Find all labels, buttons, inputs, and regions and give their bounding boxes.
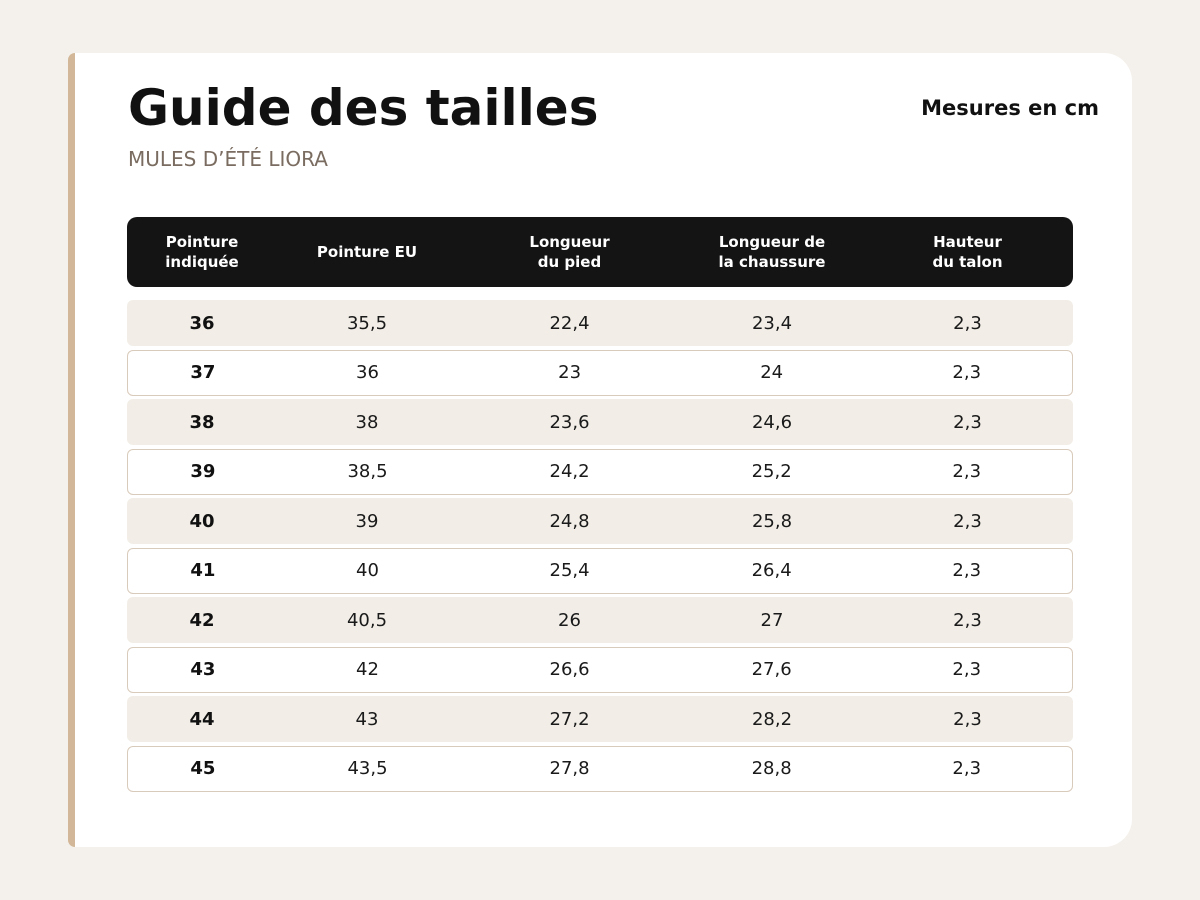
- cell-eu-size: 36: [356, 362, 379, 383]
- cell-eu-size: 43: [355, 708, 379, 730]
- size-table: [127, 217, 1073, 795]
- cell-heel-height: 2,3: [952, 560, 982, 581]
- cell-foot-length: 22,4: [549, 312, 590, 334]
- table-row: [127, 647, 1073, 693]
- cell-labeled-size: 42: [189, 609, 215, 631]
- cell-foot-length: 23,6: [549, 411, 590, 433]
- cell-heel-height: 2,3: [953, 312, 982, 334]
- cell-heel-height: 2,3: [952, 758, 982, 779]
- cell-foot-length: 26,6: [549, 659, 590, 680]
- cell-eu-size: 39: [355, 510, 379, 532]
- table-row: [127, 498, 1073, 544]
- cell-foot-length: 26: [558, 609, 581, 631]
- table-row: [127, 696, 1073, 742]
- cell-heel-height: 2,3: [953, 708, 982, 730]
- cell-labeled-size: 41: [190, 560, 216, 581]
- table-row: [127, 350, 1073, 396]
- product-subtitle: MULES D’ÉTÉ LIORA: [128, 147, 328, 171]
- column-header-heel-height: Hauteur du talon: [932, 233, 1003, 271]
- column-header-shoe-length: Longueur de la chaussure: [718, 233, 826, 271]
- cell-labeled-size: 37: [190, 362, 216, 383]
- cell-foot-length: 25,4: [549, 560, 590, 581]
- cell-labeled-size: 45: [190, 758, 216, 779]
- cell-eu-size: 35,5: [346, 312, 388, 334]
- cell-heel-height: 2,3: [952, 362, 982, 383]
- cell-foot-length: 27,8: [549, 758, 590, 779]
- cell-shoe-length: 24,6: [751, 411, 793, 433]
- cell-eu-size: 38: [355, 411, 379, 433]
- cell-heel-height: 2,3: [953, 510, 982, 532]
- cell-shoe-length: 23,4: [751, 312, 793, 334]
- table-row: [127, 597, 1073, 643]
- units-label: Mesures en cm: [921, 96, 1099, 120]
- table-row: [127, 548, 1073, 594]
- cell-heel-height: 2,3: [952, 461, 982, 482]
- cell-foot-length: 24,8: [549, 510, 590, 532]
- cell-labeled-size: 40: [189, 510, 215, 532]
- column-header-labeled-size: Pointure indiquée: [165, 233, 239, 271]
- cell-shoe-length: 24: [760, 362, 784, 383]
- table-row: [127, 399, 1073, 445]
- cell-labeled-size: 39: [190, 461, 216, 482]
- cell-eu-size: 38,5: [347, 461, 388, 482]
- cell-shoe-length: 28,2: [751, 708, 793, 730]
- cell-heel-height: 2,3: [953, 411, 982, 433]
- table-header: [127, 217, 1073, 287]
- cell-foot-length: 23: [558, 362, 582, 383]
- cell-eu-size: 40,5: [346, 609, 388, 631]
- cell-eu-size: 42: [356, 659, 379, 680]
- cell-heel-height: 2,3: [952, 659, 982, 680]
- cell-shoe-length: 26,4: [751, 560, 792, 581]
- cell-eu-size: 43,5: [347, 758, 388, 779]
- cell-labeled-size: 36: [189, 312, 215, 334]
- cell-labeled-size: 38: [189, 411, 215, 433]
- table-body: [127, 300, 1073, 792]
- table-row: [127, 746, 1073, 792]
- cell-shoe-length: 27: [760, 609, 784, 631]
- cell-labeled-size: 44: [189, 708, 215, 730]
- table-row: [127, 300, 1073, 346]
- cell-shoe-length: 25,2: [751, 461, 792, 482]
- cell-shoe-length: 25,8: [751, 510, 793, 532]
- table-row: [127, 449, 1073, 495]
- cell-shoe-length: 28,8: [751, 758, 792, 779]
- cell-heel-height: 2,3: [953, 609, 982, 631]
- page-title: Guide des tailles: [128, 79, 599, 137]
- cell-eu-size: 40: [356, 560, 379, 581]
- cell-labeled-size: 43: [190, 659, 216, 680]
- cell-foot-length: 27,2: [549, 708, 590, 730]
- column-header-eu-size: Pointure EU: [316, 243, 418, 261]
- cell-shoe-length: 27,6: [751, 659, 792, 680]
- column-header-foot-length: Longueur du pied: [529, 233, 610, 271]
- cell-foot-length: 24,2: [549, 461, 590, 482]
